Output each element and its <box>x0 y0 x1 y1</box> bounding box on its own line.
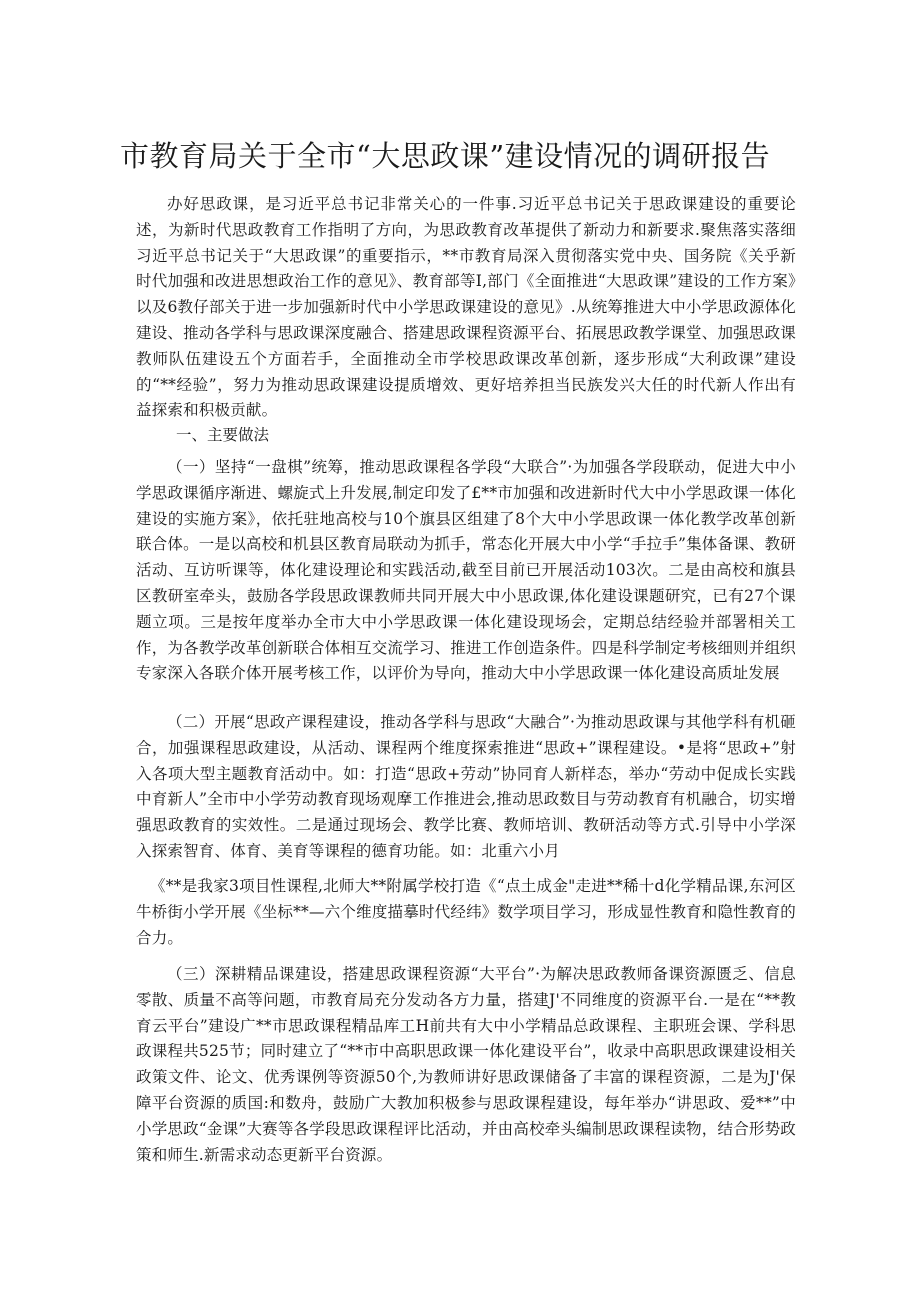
document-title: 市教育局关于全市“大思政课”建设情况的调研报告 <box>120 139 771 173</box>
paragraph-subject-integration: （二）开展“思政产课程建设，推动各学科与思政“大融合”·为推动思政课与其他学科有机砸合，加强课程思政建设，从活动、课程两个维度探索推进“思政+”课程建设。•是将“思政+”射入各项大型主题教育活动中。如：打造“思政+劳动”协同育人新样态，举办“劳动中促成长实践中育新人”全市中小学劳动教育现场观摩工作推进会,推动思政数目与劳动教育有机融合，切实增强思政教育的实效性。二是通过现场会、教学比赛、教师培训、教研活动等方式.引导中小学深入探索智育、体育、美育等课程的德育功能。如：北重六小月 <box>136 713 796 860</box>
paragraph-resource-platform: （三）深耕精品课建设，搭建思政课程资源“大平台”·为解决思政教师备课资源匮乏、信息零散、质量不高等问题，市教育局充分发动各方力量，搭建J'不同维度的资源平台.一是在“**教育云平台”建设广**市思政课程精品库工H前共有大中小学精品总政课程、主职班会课、学科思政课程共525节；同时建立了“**市中高职思政课一体化建设平台”，收录中高职思政课建设相关政策文件、论文、优秀课例等资源50个,为教师讲好思政课储备了丰富的课程资源，二是为J'保障平台资源的质国:和数舟，鼓励广大教加积极参与思政课程建设，每年举办“讲思政、爱**”中小学思政“金课”大赛等各学段思政课程评比活动，并由高校牵头编制思政课程读物，结合形势政策和师生.新需求动态更新平台资源。 <box>136 965 796 1164</box>
paragraph-project-courses: 《**是我家3项目性课程,北师大**附属学校打造《“点土成金"走进**稀十d化学精品课,东河区牛桥街小学开展《坐标**—六个维度描摹时代经纬》数学项目学习，形成显性教育和隐性教育的合力。 <box>136 877 796 947</box>
intro-paragraph: 办好思政课，是习近平总书记非常关心的一件事.习近平总书记关于思政课建设的重要论述，为新时代思政教育工作指明了方向，为思政教育改革提供了新动力和新要求.聚焦落实落细习近平总书记关于“大思政课”的重要指示，**市教育局深入贯彻落实党中央、国务院《关乎新时代加强和改进思想政治工作的意见》、教育部等I,部门《全面推进“大思政课”建设的工作方案》以及6教仔部关于进一步加强新时代中小学思政课建设的意见》.从统筹推进大中小学思政源体化建设、推动各学科与思政课深度融合、搭建思政课程资源平台、拓展思政教学课堂、加强思政课教师队伍建设五个方面若手，全面推动全市学校思政课改革创新，逐步形成“大利政课”建设的“**经验”，努力为推动思政课建设提质增效、更好培养担当民族发兴大任的时代新人作出有益探索和积极贡献。 <box>136 195 796 420</box>
section-heading-main-practices: 一、主要做法 <box>176 426 270 444</box>
paragraph-unified-planning: （一）坚持“一盘棋”统筹，推动思政课程各学段“大联合”·为加强各学段联动，促进大中小学思政课循序渐进、螺旋式上升发展,制定印发了£**市加强和改进新时代大中小学思政课一体化建设的实施方案》，依托驻地高校与10个旗县区组建了8个大中小学思政课一体化教学改革创新联合体。一是以高校和机县区教育局联动为抓手，常态化开展大中小学“手拉手”集体备课、教研活动、互访听课等，体化建设理论和实践活动,截至目前已开展活动103次。二是由高校和旗县区教研室牵头，鼓励各学段思政课教师共同开展大中小思政课,体化建设课题研究，已有27个课题立项。三是按年度举办全市大中小学思政课一体化建设现场会，定期总结经验并部署相关工作，为各教学改革创新联合体相互交流学习、推进工作创造条件。四是科学制定考核细则并组织专家深入各联介体开展考核工作，以评价为导向，推动大中小学思政课一体化建设高质址发展 <box>136 458 796 683</box>
